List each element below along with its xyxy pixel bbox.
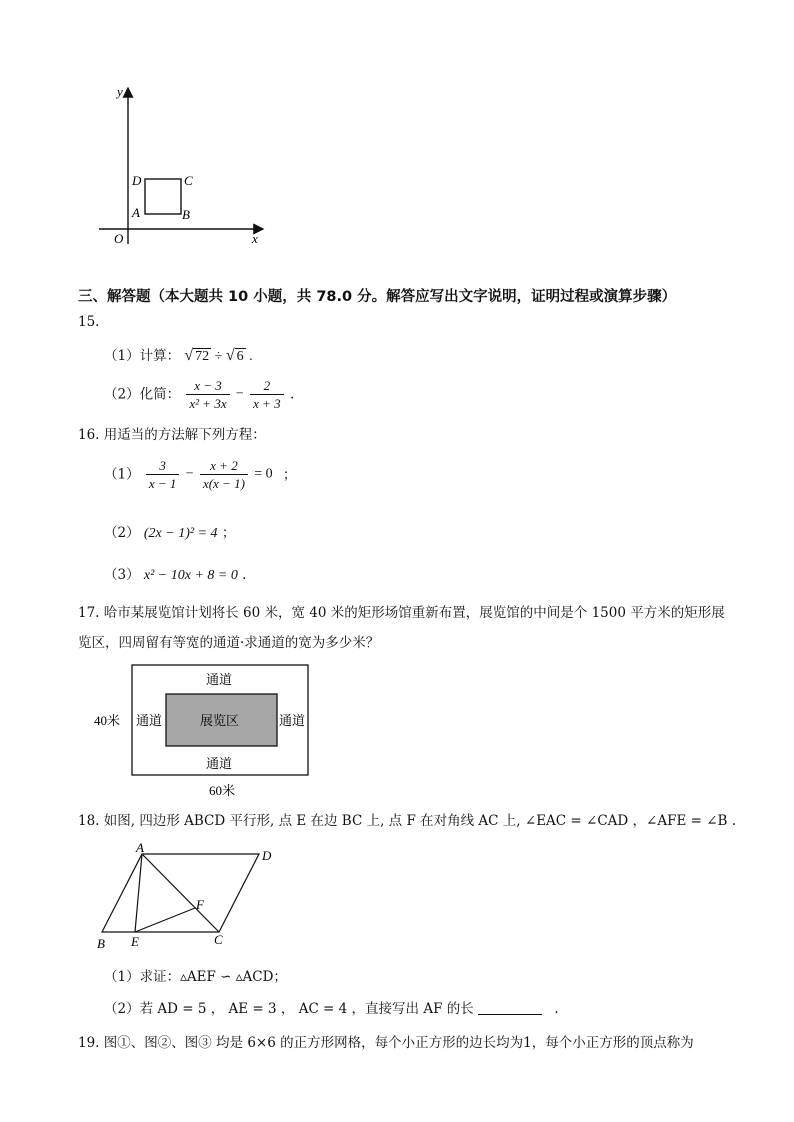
segment-ac bbox=[142, 854, 219, 932]
vertex-e-label: E bbox=[131, 934, 139, 949]
q18-stem: 18. 如图, 四边形 ABCD 平行形, 点 E 在边 BC 上, 点 F 在对角线 AC 上, ∠EAC = ∠CAD ，∠AFE = ∠B . bbox=[78, 813, 737, 829]
q15-part2: （2）化简： $\frac{x - 3}{\text{x² + 3x}}$ − $\frac{2}{x + 3}$ . bbox=[104, 378, 295, 411]
q15-part1-expr: √ 72 ÷ √ 6 . bbox=[184, 347, 253, 364]
q17-line1: 17. 哈市某展览馆计划将长 60 米，宽 40 米的矩形场馆重新布置，展览馆的中间是个 1500 平方米的矩形展 bbox=[78, 605, 725, 621]
channel-top-label: 通道 bbox=[206, 672, 233, 687]
vertex-f-label: F bbox=[196, 897, 204, 912]
vertex-a-label: A bbox=[136, 840, 144, 855]
sqrt-72: 72 bbox=[195, 349, 210, 364]
channel-bottom-label: 通道 bbox=[206, 756, 233, 771]
parallelogram-figure bbox=[92, 840, 292, 955]
sqrt-6: 6 bbox=[236, 349, 244, 364]
fraction-2: $\frac{2}{x + 3}$ bbox=[250, 378, 284, 411]
q19-line1: 19. 图①、图②、图③ 均是 6×6 的正方形网格，每个小正方形的边长均为1，每个小正方形的顶点称为 bbox=[78, 1035, 694, 1051]
width-label: 60米 bbox=[209, 783, 236, 798]
point-b-label: B bbox=[182, 207, 190, 222]
q18-part1: （1）求证：▵AEF ∽ ▵ACD； bbox=[104, 969, 287, 985]
answer-blank bbox=[478, 1000, 542, 1015]
point-a-label: A bbox=[132, 205, 140, 220]
fraction-3: $\frac{3}{x - 1}$ bbox=[146, 458, 180, 491]
channel-left-label: 通道 bbox=[136, 713, 163, 728]
q17-line2: 览区，四周留有等宽的通道·求通道的宽为多少米？ bbox=[78, 635, 380, 651]
y-axis-label: y bbox=[117, 84, 123, 99]
height-label: 40米 bbox=[94, 713, 121, 728]
point-d-label: D bbox=[132, 173, 142, 188]
vertex-b-label: B bbox=[97, 936, 105, 951]
vertex-c-label: C bbox=[214, 932, 223, 947]
coordinate-square-figure bbox=[95, 82, 275, 252]
q16-part1: （1） $\frac{3}{x - 1}$ − $\frac{x + 2}{x(x - 1)}$ = 0 ； bbox=[104, 458, 297, 491]
point-c-label: C bbox=[184, 173, 193, 188]
exhibition-hall-figure bbox=[92, 660, 322, 802]
fraction-4: $\frac{x + 2}{x(x - 1)}$ bbox=[200, 458, 248, 491]
q16-part3: （3） x² − 10x + 8 = 0 . bbox=[104, 567, 247, 583]
exhibit-area-label: 展览区 bbox=[200, 713, 240, 728]
segment-ef bbox=[135, 908, 195, 932]
section-heading: 三、解答题（本大题共 10 小题，共 78.0 分。解答应写出文字说明，证明过程或演算步骤） bbox=[78, 289, 677, 305]
fraction-1: $\frac{x - 3}{\text{x² + 3x}}$ bbox=[186, 378, 229, 411]
q15-number: 15. bbox=[78, 314, 100, 330]
square-abcd bbox=[145, 179, 181, 214]
q16-part2: （2） (2x − 1)² = 4 ； bbox=[104, 525, 236, 541]
q15-part1-label: （1）计算： bbox=[104, 348, 181, 364]
x-axis-label: x bbox=[252, 231, 258, 246]
origin-label: O bbox=[114, 231, 124, 246]
q15-part2-label: （2）化简： bbox=[104, 386, 181, 403]
vertex-d-label: D bbox=[262, 848, 272, 863]
q18-part2: （2）若 AD = 5 ， AE = 3 ， AC = 4 ，直接写出 AF 的长 . bbox=[104, 1001, 559, 1017]
q15-part1 bbox=[104, 347, 253, 366]
q16-stem: 16. 用适当的方法解下列方程： bbox=[78, 427, 266, 443]
channel-right-label: 通道 bbox=[279, 713, 306, 728]
